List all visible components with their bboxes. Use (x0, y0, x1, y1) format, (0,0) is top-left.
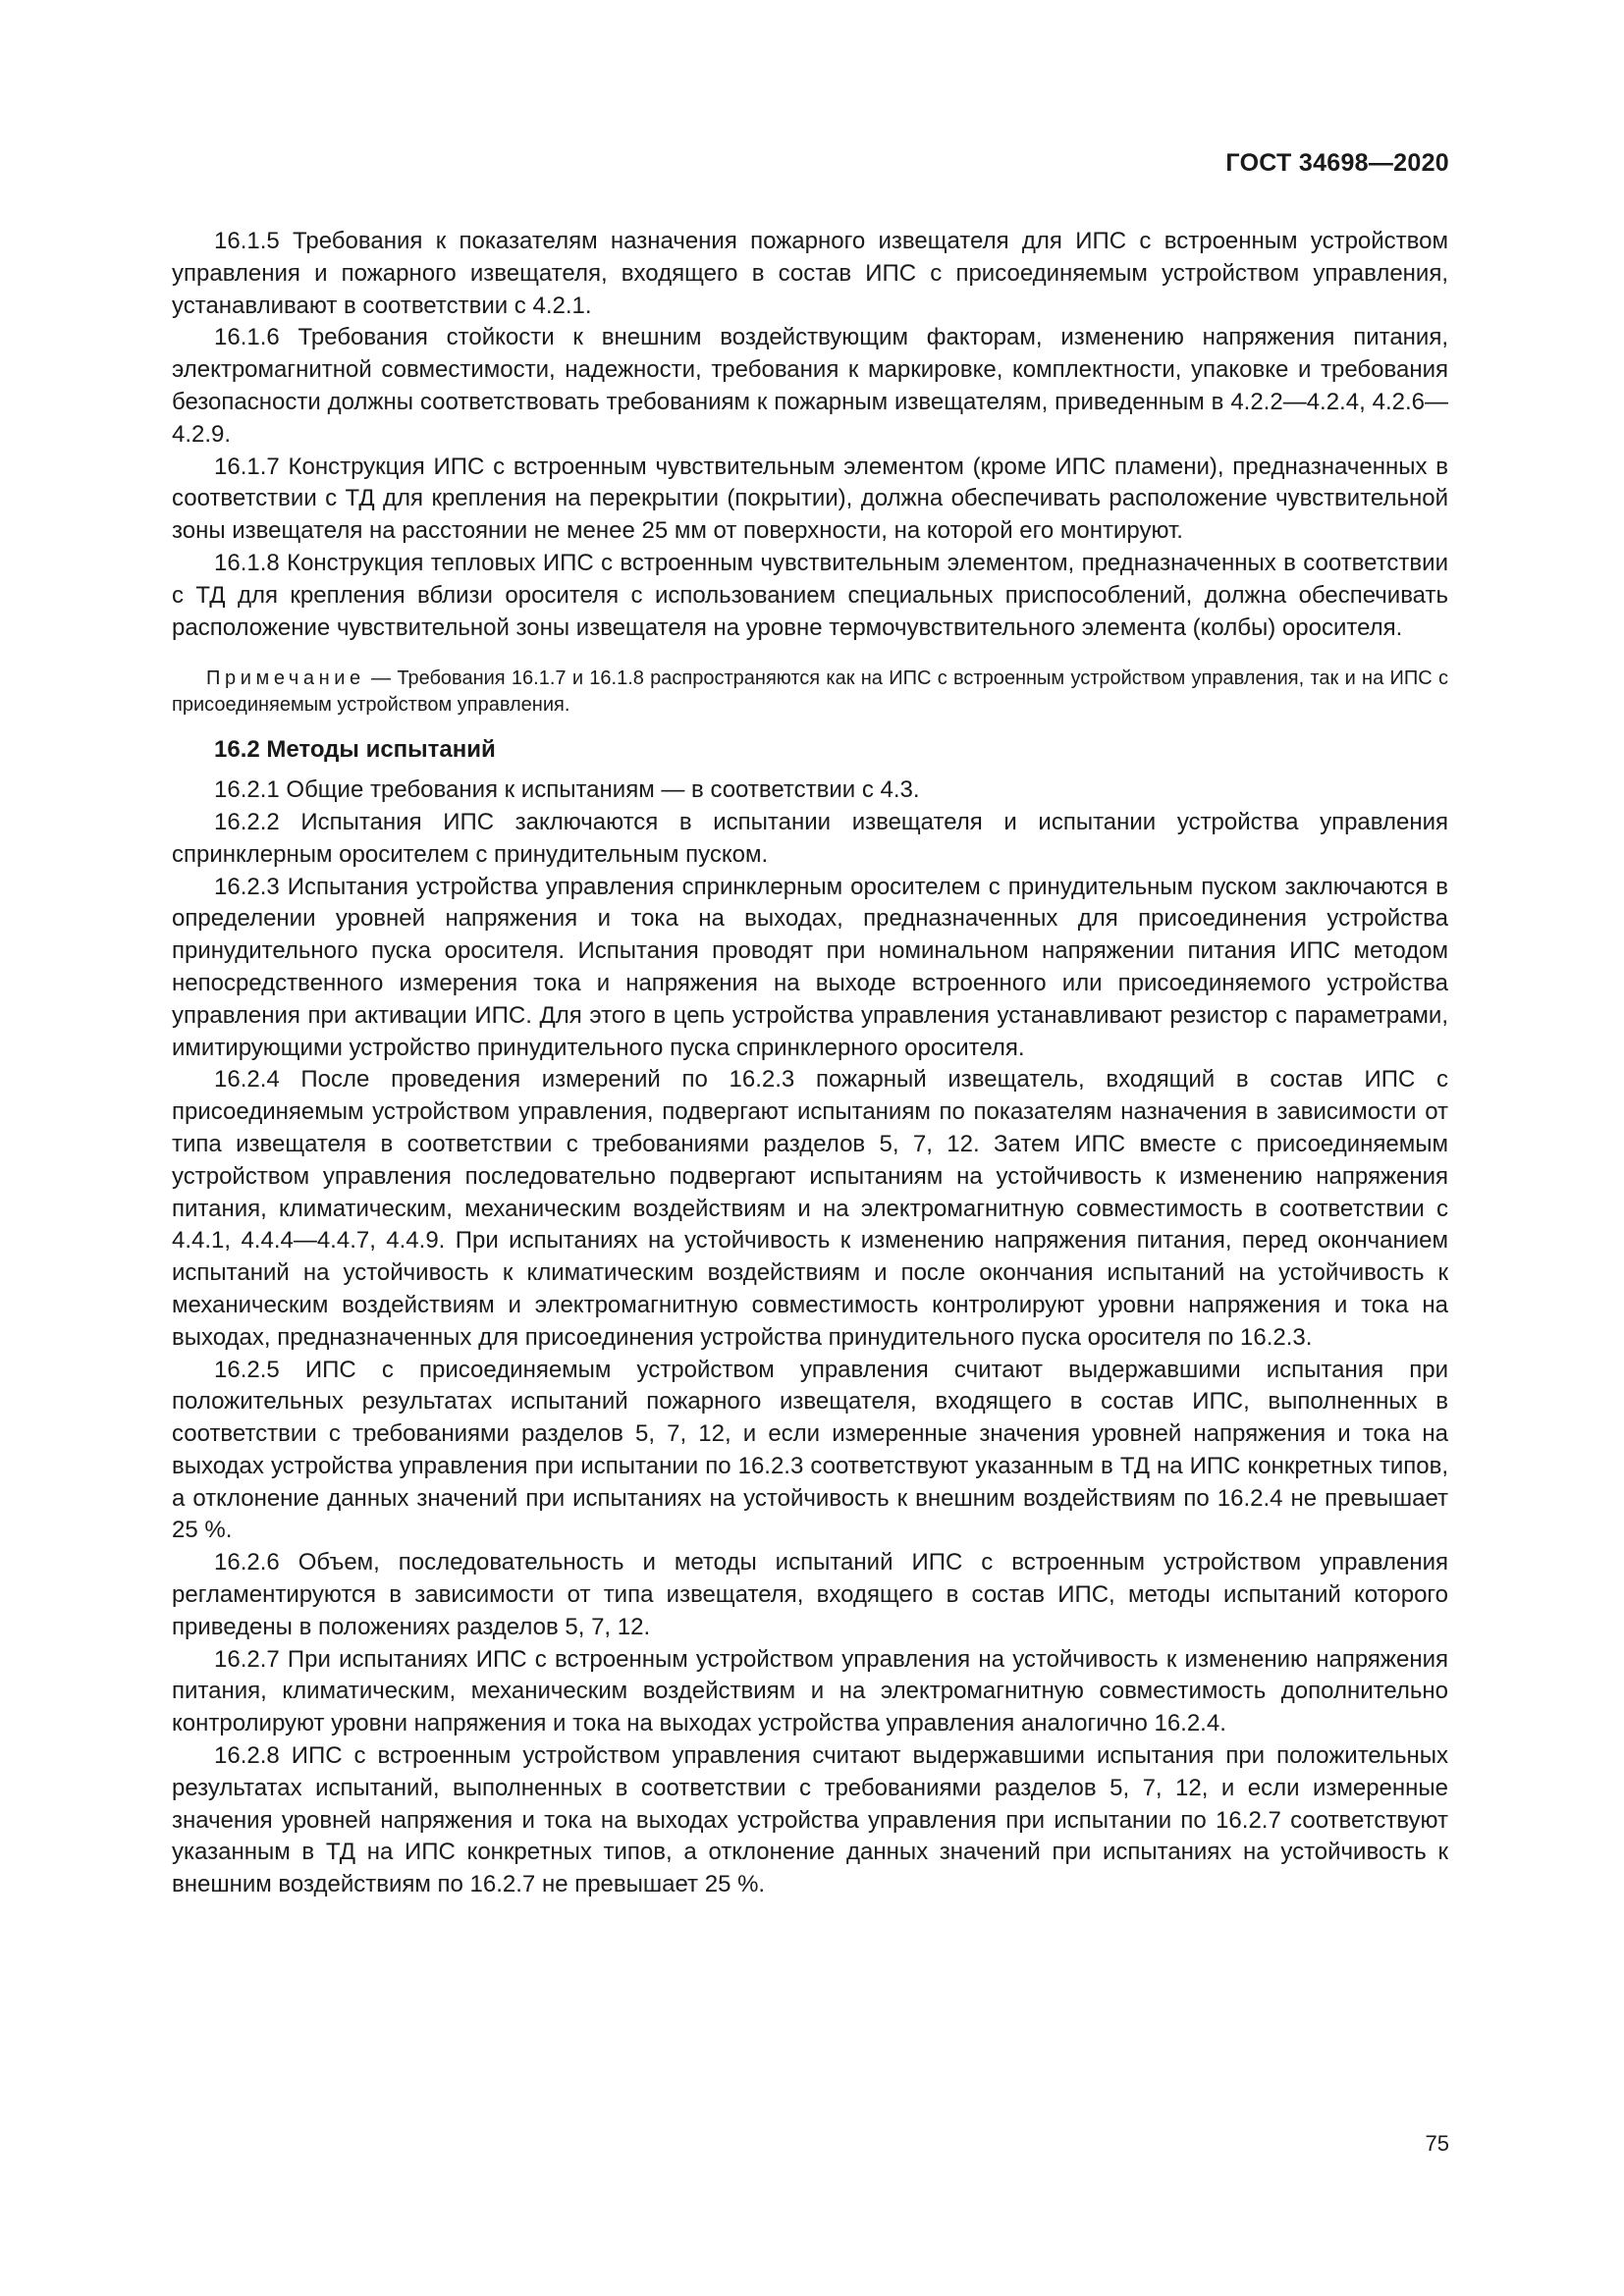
paragraph-16-2-3: 16.2.3 Испытания устройства управления спринклерным оросителем с принудительным пуском заключаются в определении уровней напряжения и тока на выходах, предназначенных для присоединения устройства принудительного пуска оросителя. Испытания проводят при номинальном напряжении питания ИПС методом непосредственного измерения тока и напряжения на выходе встроенного или присоединяемого устройства управления при активации ИПС. Для этого в цепь устройства управления устанавливают резистор с параметрами, имитирующими устройство принудительного пуска спринклерного оросителя. (172, 873, 1448, 1061)
document-code: ГОСТ 34698—2020 (1225, 149, 1449, 177)
paragraph-16-2-4: 16.2.4 После проведения измерений по 16.2.3 пожарный извещатель, входящий в состав ИПС с присоединяемым устройством управления, подвергают испытаниям по показателям назначения в зависимости от типа извещателя в соответствии с требованиями разделов 5, 7, 12. Затем ИПС вместе с присоединяемым устройством управления последовательно подвергают испытаниям на устойчивость к изменению напряжения питания, климатическим, механическим воздействиям и на электромагнитную совместимость в соответствии с 4.4.1, 4.4.4—4.4.7, 4.4.9. При испытаниях на устойчивость к изменению напряжения питания, перед окончанием испытаний на устойчивость к климатическим воздействиям и после окончания испытаний на устойчивость к механическим воздействиям и электромагнитную совместимость контролируют уровни напряжения и тока на выходах, предназначенных для присоединения устройства принудительного пуска оросителя по 16.2.3. (172, 1066, 1448, 1351)
note-text: — Требования 16.1.7 и 16.1.8 распространяются как на ИПС с встроенным устройством управления, так и на ИПС с присоединяемым устройством управления. (172, 667, 1448, 717)
paragraph-16-2-1: 16.2.1 Общие требования к испытаниям — в соответствии с 4.3. (214, 776, 920, 804)
page-body (172, 226, 1448, 1901)
paragraph-16-1-7: 16.1.7 Конструкция ИПС с встроенным чувствительным элементом (кроме ИПС пламени), предназначенных в соответствии с ТД для крепления на перекрытии (покрытии), должна обеспечивать расположение чувствительной зоны извещателя на расстоянии не менее 25 мм от поверхности, на которой его монтируют. (172, 453, 1448, 545)
paragraph-16-1-6: 16.1.6 Требования стойкости к внешним воздействующим факторам, изменению напряжения питания, электромагнитной совместимости, надежности, требования к маркировке, комплектности, упаковке и требования безопасности должны соответствовать требованиям к пожарным извещателям, приведенным в 4.2.2—4.2.4, 4.2.6—4.2.9. (172, 324, 1448, 448)
note (172, 666, 1448, 719)
paragraph-16-2-8: 16.2.8 ИПС с встроенным устройством управления считают выдержавшими испытания при положительных результатах испытаний, выполненных в соответствии с требованиями разделов 5, 7, 12, и если измеренные значения уровней напряжения и тока на выходах устройства управления при испытании по 16.2.7 соответствуют указанным в ТД на ИПС конкретных типов, а отклонение данных значений при испытаниях на устойчивость к внешним воздействиям по 16.2.7 не превышает 25 %. (172, 1742, 1448, 1898)
paragraph-16-2-7: 16.2.7 При испытаниях ИПС с встроенным устройством управления на устойчивость к изменению напряжения питания, климатическим, механическим воздействиям и на электромагнитную совместимость дополнительно контролируют уровни напряжения и тока на выходах устройства управления аналогично 16.2.4. (172, 1645, 1448, 1737)
paragraph-16-1-5: 16.1.5 Требования к показателям назначения пожарного извещателя для ИПС с встроенным устройством управления и пожарного извещателя, входящего в состав ИПС с присоединяемым устройством управления, устанавливают в соответствии с 4.2.1. (172, 228, 1448, 319)
paragraph-16-2-6: 16.2.6 Объем, последовательность и методы испытаний ИПС с встроенным устройством управления регламентируются в зависимости от типа извещателя, входящего в состав ИПС, методы испытаний которого приведены в положениях разделов 5, 7, 12. (172, 1549, 1448, 1640)
paragraph-16-1-8: 16.1.8 Конструкция тепловых ИПС с встроенным чувствительным элементом, предназначенных в соответствии с ТД для крепления вблизи оросителя с использованием специальных приспособлений, должна обеспечивать расположение чувствительной зоны извещателя на уровне термочувствительного элемента (колбы) оросителя. (172, 549, 1448, 641)
paragraph-16-2-5: 16.2.5 ИПС с присоединяемым устройством управления считают выдержавшими испытания при положительных результатах испытаний пожарного извещателя, входящего в состав ИПС, выполненных в соответствии с требованиями разделов 5, 7, 12, и если измеренные значения уровней напряжения и тока на выходах устройства управления при испытании по 16.2.3 соответствуют указанным в ТД на ИПС конкретных типов, а отклонение данных значений при испытаниях на устойчивость к внешним воздействиям по 16.2.4 не превышает 25 %. (172, 1356, 1448, 1544)
section-heading-16-2: 16.2 Методы испытаний (214, 736, 496, 764)
note-label: Примечание (206, 667, 365, 690)
page-number: 75 (1425, 2131, 1449, 2156)
paragraph-16-2-2: 16.2.2 Испытания ИПС заключаются в испытании извещателя и испытании устройства управления спринклерным оросителем с принудительным пуском. (172, 808, 1448, 868)
